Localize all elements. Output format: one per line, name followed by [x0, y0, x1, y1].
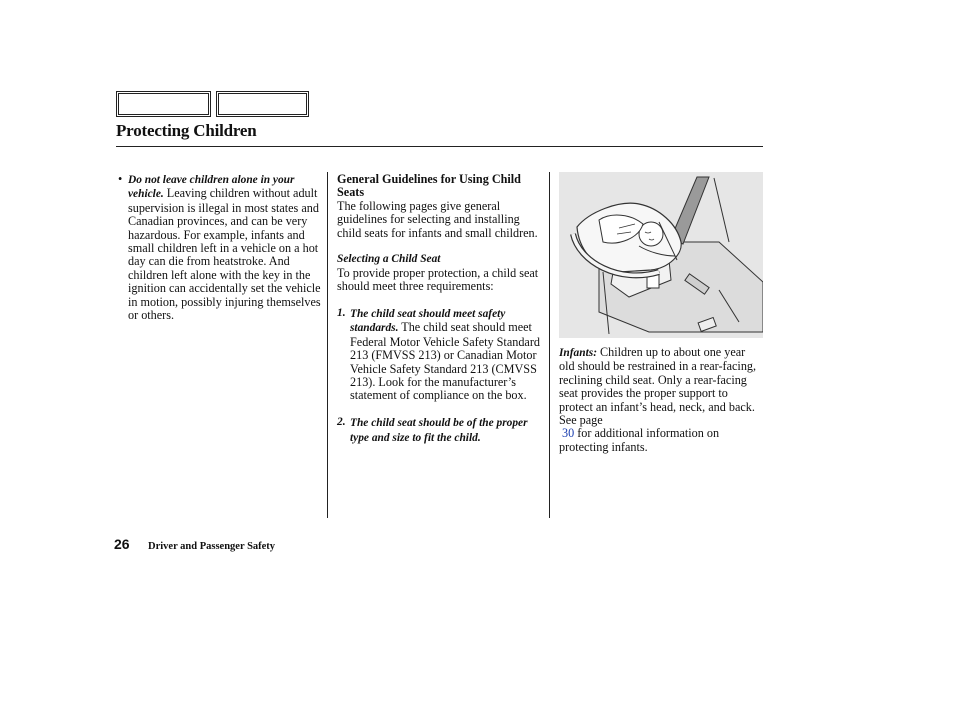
subsection-heading: Selecting a Child Seat	[337, 253, 441, 266]
column-1	[118, 173, 323, 322]
page-number: 26	[114, 536, 130, 552]
requirement-number: 1.	[337, 307, 346, 320]
nav-tab-box-right[interactable]	[216, 91, 309, 117]
column-3	[559, 346, 763, 454]
bullet-mark: •	[118, 172, 123, 186]
column-divider-1	[327, 172, 328, 518]
infant-seat-illustration	[559, 172, 763, 338]
infants-text: Children up to about one year old should be restrained in a rear-facing, reclining child seat. Only a rear-facing seat provides the proper support to protect an infant’s head, neck, and back. See page	[559, 345, 757, 428]
subsection-intro: To provide proper protection, a child seat should meet three requirements:	[337, 265, 539, 294]
bullet-paragraph	[128, 173, 323, 322]
requirement-number: 2.	[337, 416, 346, 429]
requirement-item-2	[337, 416, 545, 445]
section-heading: General Guidelines for Using Child Seats	[337, 172, 521, 200]
warning-lead: Do not leave children alone in your vehicle.	[128, 174, 295, 201]
infant-seat-drawing	[559, 172, 763, 338]
requirement-lead: The child seat should be of the proper type and size to fit the child.	[350, 417, 528, 444]
column-divider-2	[549, 172, 550, 518]
column-2	[337, 173, 545, 445]
requirement-text: The child seat should meet Federal Motor Vehicle Safety Standard 213 (FMVSS 213) or Canadian Motor Vehicle Safety Standard 213 (CMVSS 213). Look for the manufacturer’s statement of compliance on the box.	[350, 320, 540, 403]
requirement-item-1	[337, 307, 545, 403]
infants-text-after: for additional information on protecting infants.	[559, 426, 720, 454]
page-reference-link[interactable]: 30	[562, 426, 575, 441]
nav-tab-box-left[interactable]	[116, 91, 211, 117]
page-title: Protecting Children	[116, 121, 257, 140]
requirement-lead: The child seat should meet safety standards.	[350, 308, 506, 335]
warning-text: Leaving children without adult supervision is illegal in most states and Canadian provinces, and can be very hazardous. For example, infants and small children left in a vehicle on a hot day can die from heatstroke. And children left alone with the key in the ignition can accidentally set the vehicle in motion, possibly injuring themselves or others.	[128, 186, 321, 323]
title-divider	[116, 146, 763, 147]
section-intro: The following pages give general guidelines for selecting and installing child seats for infants and small children.	[337, 198, 538, 240]
infants-lead: Infants:	[559, 347, 597, 359]
section-name: Driver and Passenger Safety	[148, 541, 276, 552]
